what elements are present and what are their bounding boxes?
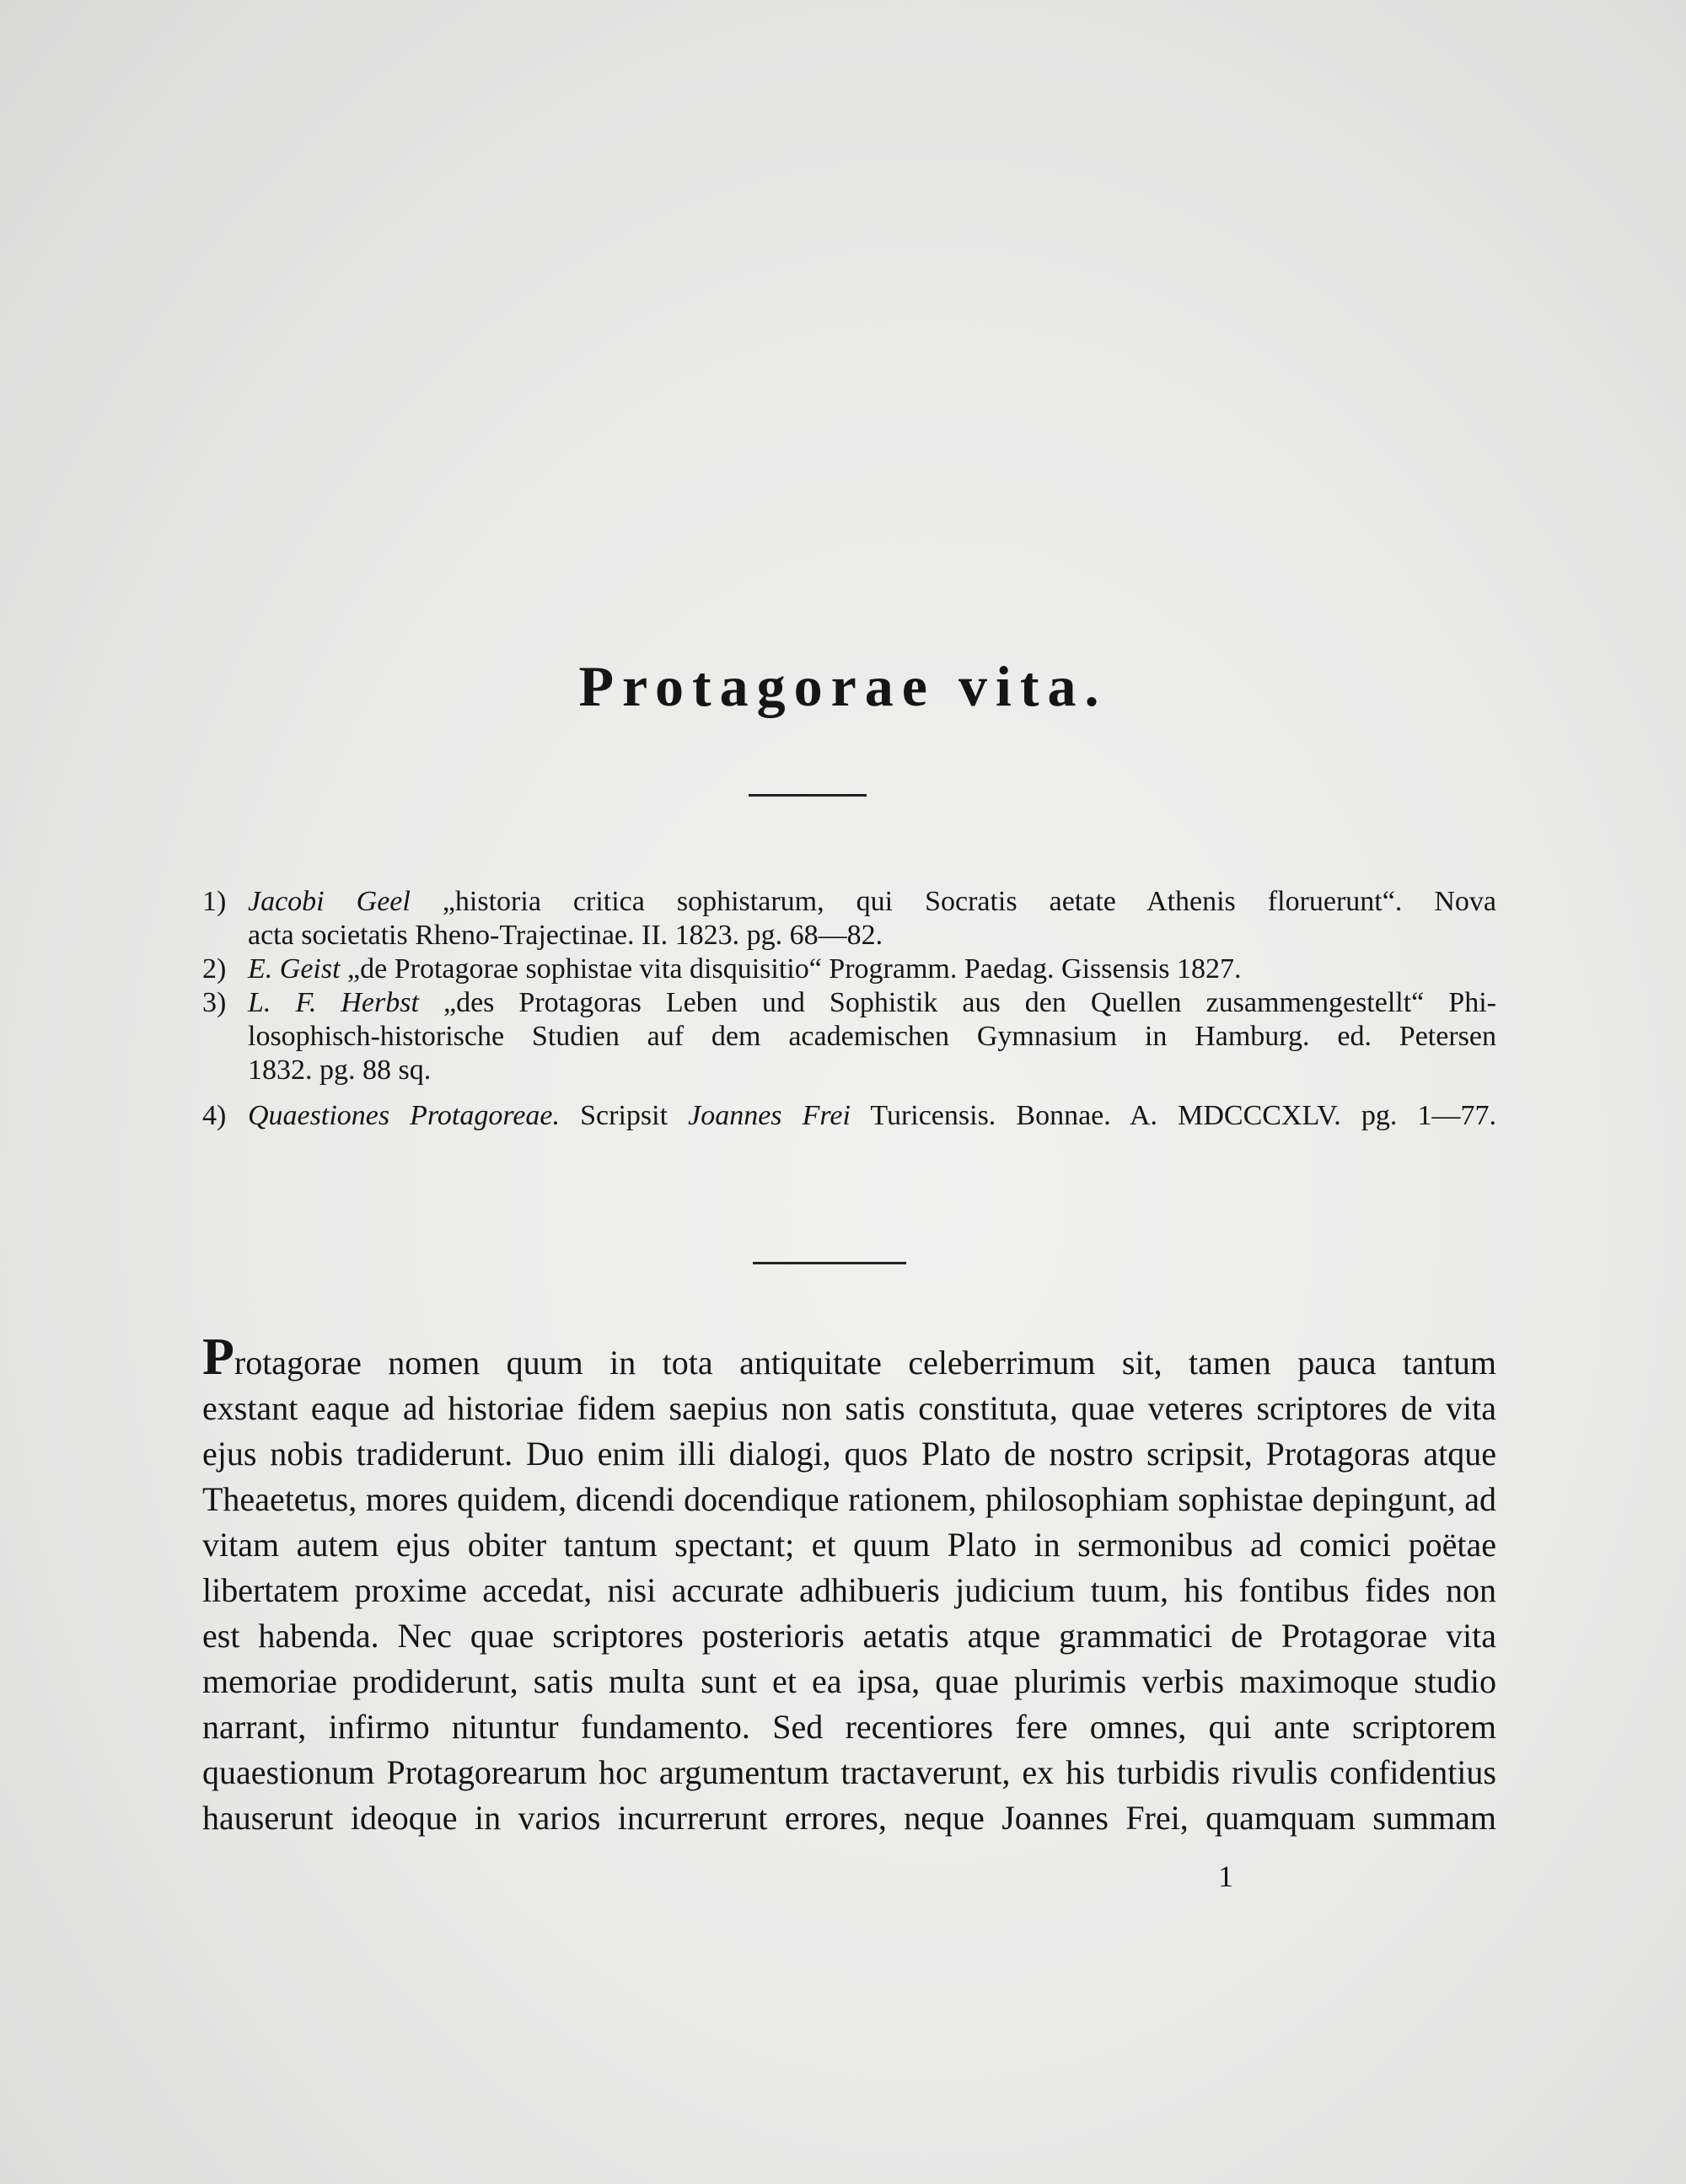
author: E. Geist	[248, 953, 341, 985]
body-text	[202, 1328, 1496, 1841]
footnote-number: 4)	[202, 1100, 227, 1131]
footnote-text: Scripsit	[560, 1100, 689, 1131]
body-line: est habenda. Nec quae scriptores posterioris aetatis atque grammatici de Protagorae vita	[202, 1617, 1496, 1655]
author: Jacobi Geel	[248, 886, 411, 917]
footnote-2	[202, 952, 1496, 986]
body-line: narrant, infirmo nituntur fundamento. Sed recentiores fere omnes, qui ante scriptorem	[202, 1708, 1496, 1746]
body-line: exstant eaque ad historiae fidem saepius non satis constituta, quae veteres scriptores de vita	[202, 1389, 1496, 1427]
divider	[749, 794, 867, 797]
drop-cap: P	[202, 1328, 234, 1386]
body-line: hauserunt ideoque in varios incurrerunt errores, neque Joannes Frei, quamquam summam	[202, 1799, 1496, 1837]
body-line: ejus nobis tradiderunt. Duo enim illi dialogi, quos Plato de nostro scripsit, Protagoras atque	[202, 1435, 1496, 1473]
footnote-text: „des Protagoras Leben und Sophistik aus den Quellen zusammengestellt“ Phi-	[418, 987, 1496, 1018]
footnote-text: Turicensis. Bonnae. A. MDCCCXLV. pg. 1—77.	[850, 1100, 1496, 1131]
body-line: quaestionum Protagorearum hoc argumentum tractaverunt, ex his turbidis rivulis confidentius	[202, 1753, 1496, 1791]
author: Joannes Frei	[688, 1100, 851, 1131]
body-line: rotagorae nomen quum in tota antiquitate celeberrimum sit, tamen pauca tantum	[234, 1344, 1496, 1382]
footnote-text: „historia critica sophistarum, qui Socratis aetate Athenis floruerunt“. Nova	[410, 886, 1496, 917]
body-line: libertatem proxime accedat, nisi accurate adhibueris judicium tuum, his fontibus fides non	[202, 1571, 1496, 1609]
divider	[753, 1262, 906, 1264]
body-line: memoriae prodiderunt, satis multa sunt et ea ipsa, quae plurimis verbis maximoque studio	[202, 1662, 1496, 1700]
footnote-number: 1)	[202, 886, 227, 917]
footnote-text: 1832. pg. 88 sq.	[248, 1054, 432, 1086]
footnote-number: 2)	[202, 953, 227, 985]
footnote-number: 3)	[202, 987, 227, 1018]
page-title: Protagorae vita.	[578, 654, 1108, 718]
footnote-4	[202, 1099, 1496, 1133]
body-line: Theaetetus, mores quidem, dicendi docendique rationem, philosophiam sophistae depingunt, ad	[202, 1480, 1496, 1518]
footnote-text: acta societatis Rheno-Trajectinae. II. 1823. pg. 68—82.	[248, 920, 883, 951]
author: L. F. Herbst	[248, 987, 419, 1018]
work-title: Quaestiones Protagoreae.	[248, 1100, 561, 1131]
body-line: vitam autem ejus obiter tantum spectant; et quum Plato in sermonibus ad comici poëtae	[202, 1526, 1496, 1564]
footnote-1	[202, 885, 1496, 919]
footnotes	[202, 885, 1496, 1133]
footnote-3	[202, 986, 1496, 1020]
footnote-text: losophisch-historische Studien auf dem academischen Gymnasium in Hamburg. ed. Petersen	[248, 1021, 1496, 1052]
footnote-text: „de Protagorae sophistae vita disquisitio“ Programm. Paedag. Gissensis 1827.	[340, 953, 1242, 985]
page-number: 1	[1218, 1859, 1233, 1893]
